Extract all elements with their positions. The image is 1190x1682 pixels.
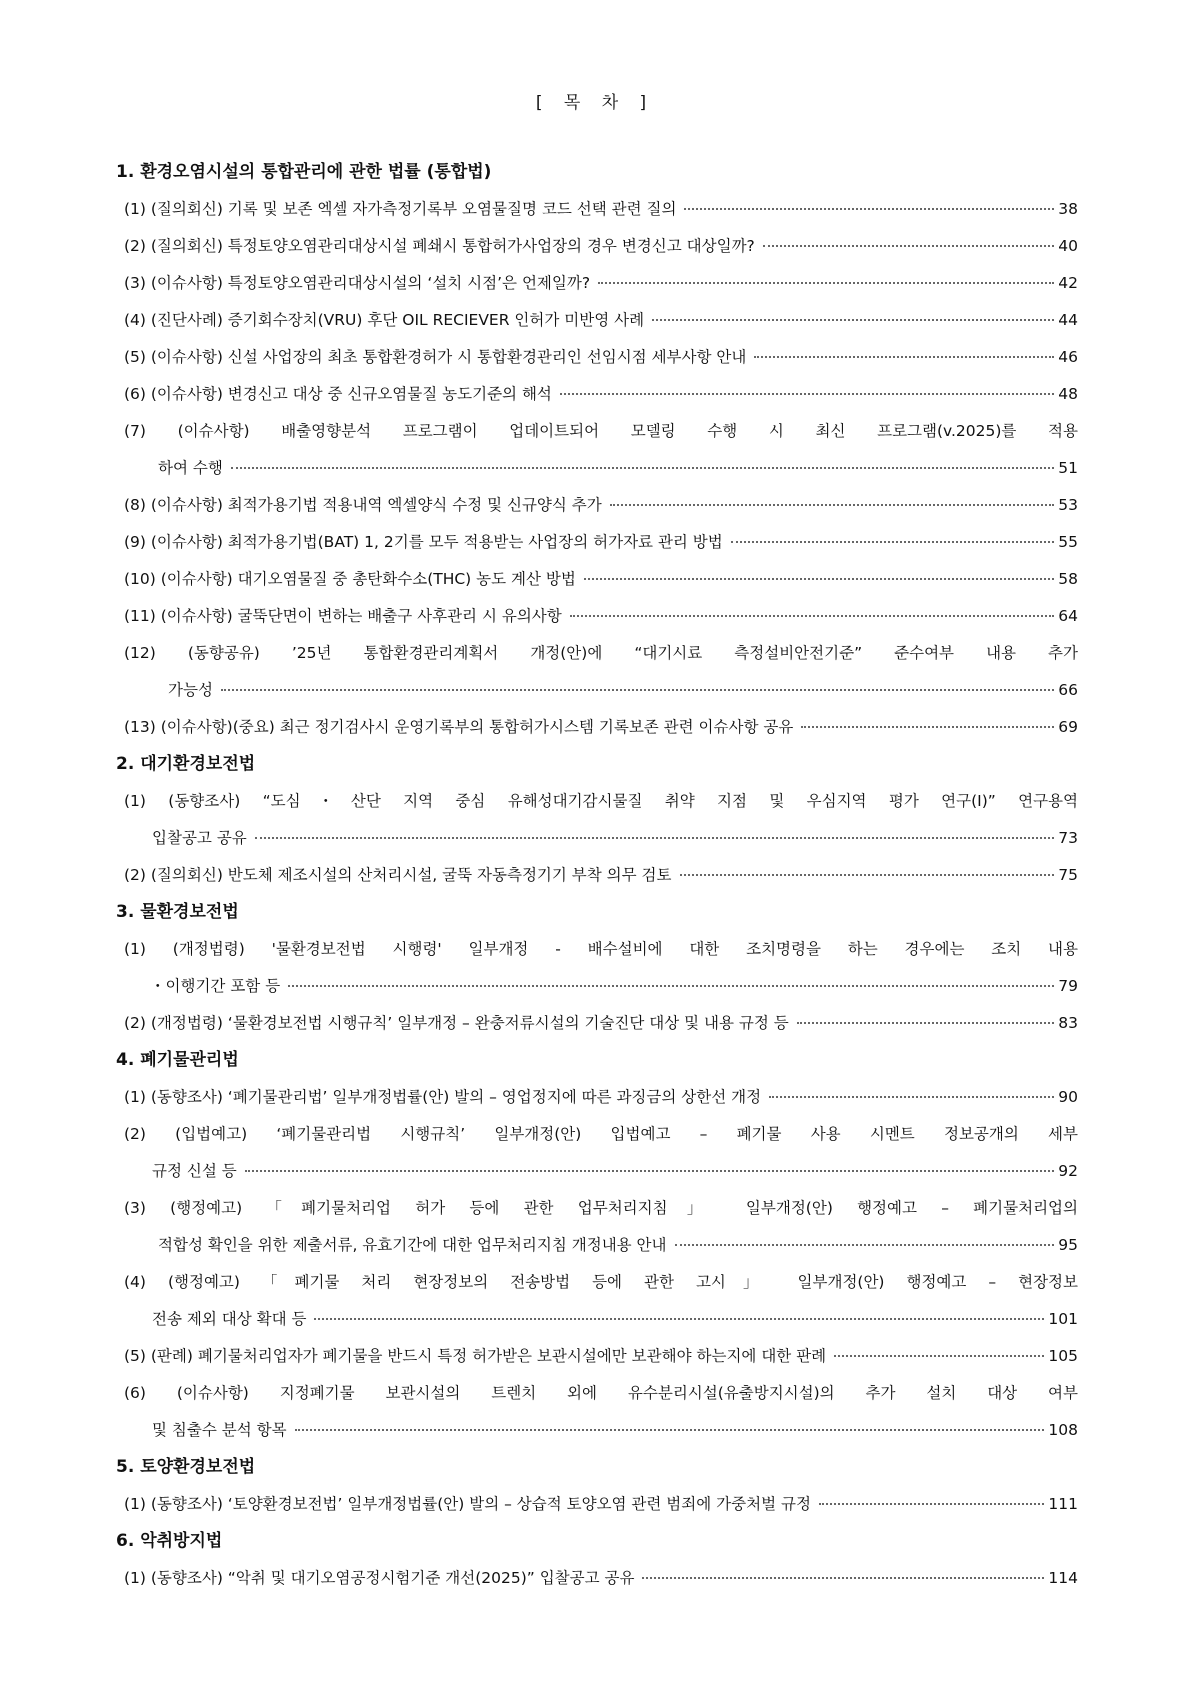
toc-entry[interactable] — [124, 339, 1078, 376]
entry-title: (1) (동향조사) “악취 및 대기오염공정시험기준 개선(2025)” 입찰공고 공유 — [124, 1569, 635, 1587]
dot-leader — [255, 837, 1055, 839]
entry-page-number: 55 — [1058, 533, 1078, 551]
entry-page-number: 66 — [1058, 681, 1078, 699]
entry-page-number: 69 — [1058, 718, 1078, 736]
section-title: 5. 토양환경보전법 — [116, 1457, 256, 1477]
toc-section — [116, 894, 1078, 1042]
entry-page-number: 64 — [1058, 607, 1078, 625]
entry-page-number: 46 — [1058, 348, 1078, 366]
entry-title-continuation: 적합성 확인을 위한 제출서류, 유효기간에 대한 업무처리지침 개정내용 안내 — [158, 1236, 667, 1254]
entry-page-number: 101 — [1048, 1310, 1078, 1328]
entry-title: (3) (행정예고) 「폐기물처리업 허가 등에 관한 업무처리지침」 일부개정(안) 행정예고 – 폐기물처리업의 — [124, 1199, 1078, 1217]
toc-entry[interactable] — [124, 1005, 1078, 1042]
entry-title: (7) (이슈사항) 배출영향분석 프로그램이 업데이트되어 모델링 수행 시 최신 프로그램(v.2025)를 적용 — [124, 422, 1078, 440]
toc-entry[interactable] — [124, 709, 1078, 746]
toc-entry-line — [124, 1116, 1078, 1153]
toc-entry-line — [124, 1338, 1078, 1375]
entry-title-continuation: 및 침출수 분석 항목 — [152, 1421, 287, 1439]
toc-entry-line — [124, 191, 1078, 228]
toc-entry-line — [124, 1301, 1078, 1338]
toc-section — [116, 746, 1078, 894]
entry-title-continuation: 입찰공고 공유 — [152, 829, 247, 847]
toc-entry-line — [124, 339, 1078, 376]
toc-entry[interactable] — [124, 1375, 1078, 1449]
entry-page-number: 73 — [1058, 829, 1078, 847]
toc-entry-line — [124, 672, 1078, 709]
dot-leader — [642, 1577, 1044, 1579]
dot-leader — [288, 985, 1054, 987]
toc-entry[interactable] — [124, 1116, 1078, 1190]
entry-page-number: 83 — [1058, 1014, 1078, 1032]
entry-page-number: 48 — [1058, 385, 1078, 403]
toc-entry-line — [124, 1227, 1078, 1264]
section-title: 4. 폐기물관리법 — [116, 1050, 239, 1070]
entry-title: (2) (질의회신) 반도체 제조시설의 산처리시설, 굴뚝 자동측정기기 부착 의무 검토 — [124, 866, 672, 884]
entry-page-number: 38 — [1058, 200, 1078, 218]
dot-leader — [584, 578, 1054, 580]
toc-entry[interactable] — [124, 1264, 1078, 1338]
entry-page-number: 79 — [1058, 977, 1078, 995]
entry-title: (6) (이슈사항) 변경신고 대상 중 신규오염물질 농도기준의 해석 — [124, 385, 552, 403]
dot-leader — [652, 319, 1054, 321]
entry-title-continuation: ・이행기간 포함 등 — [150, 977, 281, 995]
dot-leader — [684, 208, 1054, 210]
entry-page-number: 105 — [1048, 1347, 1078, 1365]
toc-entry[interactable] — [124, 635, 1078, 709]
entry-page-number: 108 — [1048, 1421, 1078, 1439]
dot-leader — [570, 615, 1055, 617]
toc-entry[interactable] — [124, 191, 1078, 228]
entry-title: (10) (이슈사항) 대기오염물질 중 총탄화수소(THC) 농도 계산 방법 — [124, 570, 576, 588]
entry-title: (1) (동향조사) ‘폐기물관리법’ 일부개정법률(안) 발의 – 영업정지에 따른 과징금의 상한선 개정 — [124, 1088, 762, 1106]
toc-entry[interactable] — [124, 228, 1078, 265]
entry-title-continuation: 전송 제외 대상 확대 등 — [152, 1310, 307, 1328]
entry-page-number: 42 — [1058, 274, 1078, 292]
entry-page-number: 90 — [1058, 1088, 1078, 1106]
entry-title: (2) (입법예고) ‘폐기물관리법 시행규칙’ 일부개정(안) 입법예고 – 폐기물 사용 시멘트 정보공개의 세부 — [124, 1125, 1078, 1143]
entry-title: (6) (이슈사항) 지정폐기물 보관시설의 트렌치 외에 유수분리시설(유출방지시설)의 추가 설치 대상 여부 — [124, 1384, 1078, 1402]
toc-entry-line — [124, 376, 1078, 413]
toc-entry-line — [124, 413, 1078, 450]
toc-entry-line — [124, 598, 1078, 635]
toc-entry-line — [124, 228, 1078, 265]
toc-entry-line — [124, 524, 1078, 561]
entry-title: (1) (동향조사) ‘토양환경보전법’ 일부개정법률(안) 발의 – 상습적 토양오염 관련 범죄에 가중처벌 규정 — [124, 1495, 811, 1513]
entry-title-continuation: 가능성 — [168, 681, 213, 699]
toc-entry-line — [124, 1190, 1078, 1227]
entry-title: (5) (판례) 폐기물처리업자가 폐기물을 반드시 특정 허가받은 보관시설에만 보관해야 하는지에 대한 판례 — [124, 1347, 827, 1365]
entry-title: (1) (동향조사) “도심・산단 지역 중심 유해성대기감시물질 취약 지점 및 우심지역 평가 연구(I)” 연구용역 — [124, 792, 1078, 810]
toc-entry[interactable] — [124, 376, 1078, 413]
entry-title: (3) (이슈사항) 특정토양오염관리대상시설의 ‘설치 시점’은 언제일까? — [124, 274, 591, 292]
toc-entry[interactable] — [124, 524, 1078, 561]
section-title: 6. 악취방지법 — [116, 1531, 223, 1551]
toc-entry[interactable] — [124, 413, 1078, 487]
entry-page-number: 53 — [1058, 496, 1078, 514]
dot-leader — [754, 356, 1054, 358]
entry-page-number: 95 — [1058, 1236, 1078, 1254]
entry-title: (13) (이슈사항)(중요) 최근 정기검사시 운영기록부의 통합허가시스템 기록보존 관련 이슈사항 공유 — [124, 718, 794, 736]
dot-leader — [560, 393, 1054, 395]
dot-leader — [295, 1429, 1045, 1431]
entry-title-continuation: 하여 수행 — [158, 459, 223, 477]
entry-page-number: 75 — [1058, 866, 1078, 884]
toc-entry-line — [124, 820, 1078, 857]
dot-leader — [598, 282, 1054, 284]
entry-title: (8) (이슈사항) 최적가용기법 적용내역 엑셀양식 수정 및 신규양식 추가 — [124, 496, 602, 514]
section-title: 2. 대기환경보전법 — [116, 754, 256, 774]
toc-entry-line — [124, 1153, 1078, 1190]
toc-entry-line — [124, 487, 1078, 524]
entry-title-continuation: 규정 신설 등 — [152, 1162, 237, 1180]
toc-title: [ 목 차 ] — [535, 93, 655, 113]
toc-entry-line — [124, 561, 1078, 598]
entry-title: (4) (진단사례) 증기회수장치(VRU) 후단 OIL RECIEVER 인허가 미반영 사례 — [124, 311, 645, 329]
toc-entry[interactable] — [124, 302, 1078, 339]
entry-title: (1) (질의회신) 기록 및 보존 엑셀 자가측정기록부 오염물질명 코드 선택 관련 질의 — [124, 200, 677, 218]
toc-entry-line — [124, 783, 1078, 820]
entry-title: (11) (이슈사항) 굴뚝단면이 변하는 배출구 사후관리 시 유의사항 — [124, 607, 562, 625]
entry-title: (5) (이슈사항) 신설 사업장의 최초 통합환경허가 시 통합환경관리인 선임시점 세부사항 안내 — [124, 348, 747, 366]
toc-entry[interactable] — [124, 1486, 1078, 1523]
toc-entry-line — [124, 1264, 1078, 1301]
dot-leader — [675, 1244, 1055, 1246]
toc-entry[interactable] — [124, 561, 1078, 598]
toc-entry-line — [124, 968, 1078, 1005]
toc-entry[interactable] — [124, 1190, 1078, 1264]
toc-entry-line — [124, 709, 1078, 746]
dot-leader — [221, 689, 1054, 691]
toc-entry-line — [124, 302, 1078, 339]
toc-entry-line — [124, 635, 1078, 672]
dot-leader — [834, 1355, 1044, 1357]
dot-leader — [769, 1096, 1054, 1098]
entry-title: (1) (개정법령) '물환경보전법 시행령' 일부개정 - 배수설비에 대한 조치명령을 하는 경우에는 조치 내용 — [124, 940, 1078, 958]
entry-page-number: 111 — [1048, 1495, 1078, 1513]
toc-entry[interactable] — [124, 931, 1078, 1005]
toc-entry-line — [124, 1412, 1078, 1449]
section-title: 3. 물환경보전법 — [116, 902, 239, 922]
toc-entry[interactable] — [124, 487, 1078, 524]
dot-leader — [731, 541, 1055, 543]
toc-entry-line — [124, 1486, 1078, 1523]
toc-entry-line — [124, 265, 1078, 302]
dot-leader — [610, 504, 1055, 506]
dot-leader — [797, 1022, 1054, 1024]
toc-section — [116, 1523, 1078, 1597]
entry-page-number: 92 — [1058, 1162, 1078, 1180]
dot-leader — [680, 874, 1055, 876]
dot-leader — [245, 1170, 1055, 1172]
toc-entry[interactable] — [124, 1079, 1078, 1116]
table-of-contents — [116, 154, 1078, 1597]
dot-leader — [819, 1503, 1044, 1505]
entry-page-number: 51 — [1058, 459, 1078, 477]
dot-leader — [801, 726, 1054, 728]
toc-entry[interactable] — [124, 857, 1078, 894]
entry-page-number: 44 — [1058, 311, 1078, 329]
toc-entry[interactable] — [124, 1560, 1078, 1597]
entry-page-number: 114 — [1048, 1569, 1078, 1587]
entry-page-number: 58 — [1058, 570, 1078, 588]
entry-title: (12) (동향공유) ’25년 통합환경관리계획서 개정(안)에 “대기시료 측정설비안전기준” 준수여부 내용 추가 — [124, 644, 1078, 662]
toc-entry[interactable] — [124, 783, 1078, 857]
dot-leader — [763, 245, 1054, 247]
toc-entry-line — [124, 1079, 1078, 1116]
toc-entry[interactable] — [124, 1338, 1078, 1375]
entry-title: (4) (행정예고) 「폐기물 처리 현장정보의 전송방법 등에 관한 고시」 일부개정(안) 행정예고 – 현장정보 — [124, 1273, 1078, 1291]
entry-title: (9) (이슈사항) 최적가용기법(BAT) 1, 2기를 모두 적용받는 사업장의 허가자료 관리 방법 — [124, 533, 723, 551]
toc-section — [116, 1449, 1078, 1523]
toc-section — [116, 1042, 1078, 1449]
dot-leader — [231, 467, 1054, 469]
toc-entry-line — [124, 857, 1078, 894]
toc-entry-line — [124, 450, 1078, 487]
toc-entry-line — [124, 1005, 1078, 1042]
toc-entry-line — [124, 1560, 1078, 1597]
entry-page-number: 40 — [1058, 237, 1078, 255]
toc-entry[interactable] — [124, 265, 1078, 302]
toc-entry[interactable] — [124, 598, 1078, 635]
toc-entry-line — [124, 931, 1078, 968]
section-title: 1. 환경오염시설의 통합관리에 관한 법률 (통합법) — [116, 162, 492, 182]
entry-title: (2) (질의회신) 특정토양오염관리대상시설 폐쇄시 통합허가사업장의 경우 변경신고 대상일까? — [124, 237, 755, 255]
toc-entry-line — [124, 1375, 1078, 1412]
entry-title: (2) (개정법령) ‘물환경보전법 시행규칙’ 일부개정 – 완충저류시설의 기술진단 대상 및 내용 규정 등 — [124, 1014, 789, 1032]
toc-section — [116, 154, 1078, 746]
dot-leader — [314, 1318, 1044, 1320]
